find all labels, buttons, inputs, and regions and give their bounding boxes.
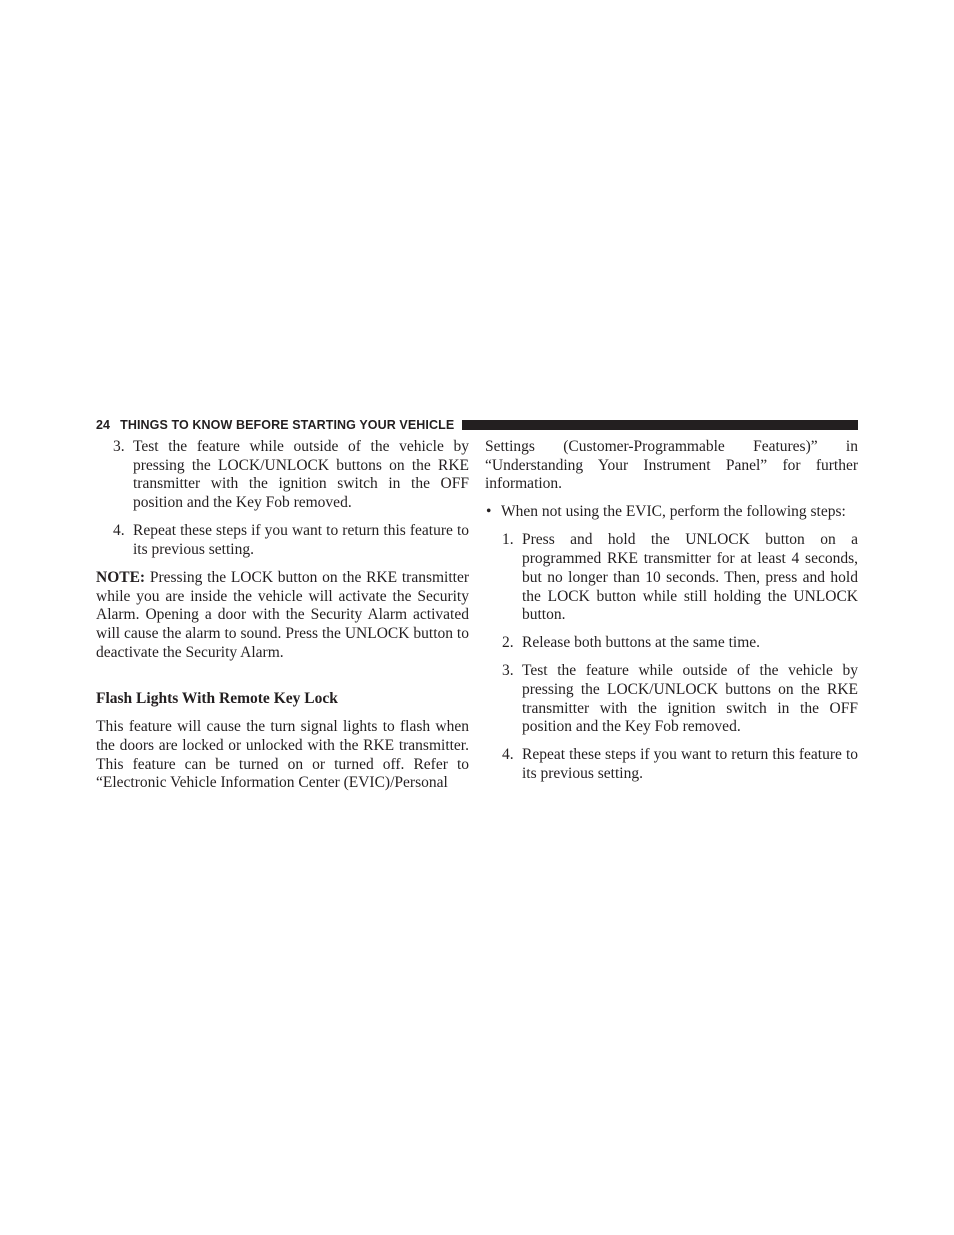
- bullet-item: [485, 503, 858, 522]
- item-number: 4.: [113, 522, 125, 540]
- list-item: [485, 662, 858, 737]
- item-text: Release both buttons at the same time.: [522, 634, 761, 652]
- section-heading: Flash Lights With Remote Key Lock: [96, 690, 338, 708]
- list-item: [485, 634, 858, 653]
- header-rule: [462, 420, 858, 430]
- left-column: [96, 438, 469, 793]
- note-label: NOTE:: [96, 568, 146, 586]
- item-number: 3.: [502, 662, 514, 680]
- continuation-paragraph: Settings (Customer-Programmable Features)” in “Understanding Your Instrument Panel” for further information.: [485, 438, 858, 493]
- bullet-symbol: •: [486, 503, 492, 521]
- note-paragraph: [96, 569, 469, 663]
- list-item: [485, 531, 858, 625]
- item-text: Test the feature while outside of the vehicle by pressing the LOCK/UNLOCK buttons on the RKE transmitter with the ignition switch in the OFF position and the Key Fob removed.: [522, 662, 858, 736]
- bullet-text: When not using the EVIC, perform the following steps:: [501, 503, 846, 521]
- page-header: [96, 417, 858, 433]
- item-text: Repeat these steps if you want to return this feature to its previous setting.: [522, 746, 858, 783]
- note-text: Pressing the LOCK button on the RKE transmitter while you are inside the vehicle will activate the Security Alarm. Opening a door with the Security Alarm activated will cause the alarm to sound. Press the UNLOCK button to deactivate the Security Alarm.: [96, 568, 469, 661]
- page-number: 24: [96, 418, 111, 432]
- item-number: 4.: [502, 746, 514, 764]
- list-item: [96, 438, 469, 513]
- list-item: [96, 522, 469, 559]
- list-item: [485, 746, 858, 783]
- item-text: Repeat these steps if you want to return this feature to its previous setting.: [133, 522, 469, 558]
- right-column: [485, 438, 858, 784]
- item-text: Press and hold the UNLOCK button on a programmed RKE transmitter for at least 4 seconds, but no longer than 10 seconds. Then, press and hold the LOCK button while still holding the UNLOCK button.: [522, 531, 858, 624]
- running-head: [96, 417, 454, 433]
- item-number: 3.: [113, 438, 125, 455]
- item-text: Test the feature while outside of the vehicle by pressing the LOCK/UNLOCK buttons on the RKE transmitter with the ignition switch in the OFF position and the Key Fob removed.: [133, 438, 469, 512]
- body-paragraph: This feature will cause the turn signal lights to flash when the doors are locked or unlocked with the RKE transmitter. This feature can be turned on or turned off. Refer to “Electronic Vehicle Information Center (EVIC)/Personal: [96, 718, 469, 792]
- item-number: 2.: [502, 634, 514, 652]
- item-number: 1.: [502, 531, 514, 549]
- section-title: THINGS TO KNOW BEFORE STARTING YOUR VEHICLE: [120, 418, 455, 432]
